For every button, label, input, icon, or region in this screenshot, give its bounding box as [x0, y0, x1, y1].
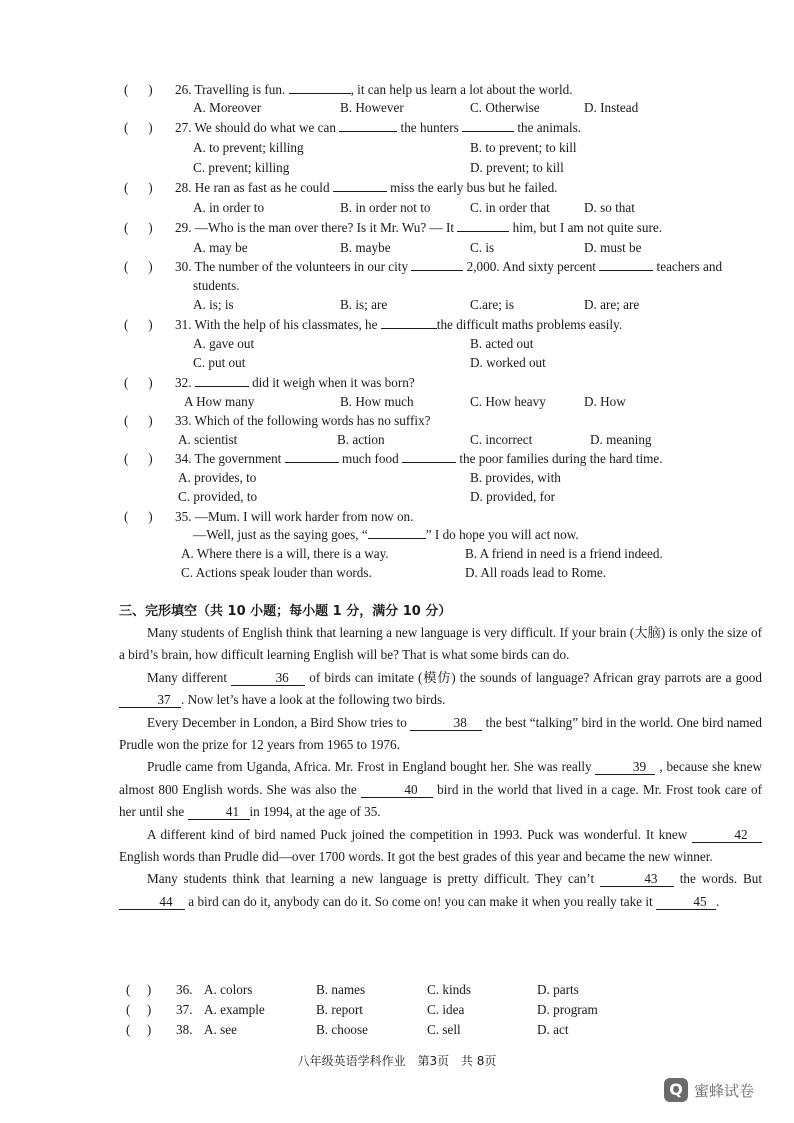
page-footer	[0, 1052, 794, 1069]
watermark	[664, 1078, 754, 1102]
question-27: ( ) 27. We should do what we can the hunters the animals.	[124, 120, 582, 135]
cloze-question-36: ( ) 36. A. colors B. names C. kinds D. parts	[126, 982, 579, 997]
passage-paragraph: A different kind of bird named Puck joined the competition in 1993. Puck was wonderful. It knew 42 English words than Prudle did—over 1700 words. It got the best grades of this year and became the new winner.	[119, 824, 762, 869]
watermark-text: 蜜蜂试卷	[694, 1081, 755, 1100]
question-35-line2: —Well, just as the saying goes, “ ” I do hope you will act now.	[193, 527, 579, 542]
options-33: A. scientist B. action C. incorrect D. meaning	[178, 432, 652, 447]
options-34-row2: C. provided, to D. provided, for	[178, 489, 555, 504]
answer-bracket: ( )	[124, 82, 153, 97]
options-35-row2: C. Actions speak louder than words. D. All roads lead to Rome.	[181, 565, 607, 580]
question-32: ( ) 32. did it weigh when it was born?	[124, 375, 415, 390]
footer-page: 第3页	[417, 1054, 450, 1068]
footer-subject: 八年级英语学科作业	[297, 1054, 406, 1068]
section-title: 三、完形填空（共 10 小题；每小题 1 分，满分 10 分）	[119, 604, 452, 619]
cloze-question-37: ( ) 37. A. example B. report C. idea D. program	[126, 1002, 598, 1017]
options-34-row1: A. provides, to B. provides, with	[178, 470, 561, 485]
cloze-question-38: ( ) 38. A. see B. choose C. sell D. act	[126, 1022, 569, 1037]
options-29: A. may be B. maybe C. is D. must be	[193, 240, 642, 255]
options-26: A. Moreover B. However C. Otherwise D. Instead	[193, 100, 639, 115]
question-30-cont: students.	[193, 278, 240, 293]
options-30: A. is; is B. is; are C.are; is D. are; are	[193, 297, 640, 312]
options-31-row1: A. gave out B. acted out	[193, 336, 534, 351]
cloze-passage	[119, 622, 762, 913]
passage-paragraph: Many students of English think that learning a new language is very difficult. If your brain (大脑) is only the size of a bird’s brain, how difficult learning English will be? That is what some birds can do.	[119, 625, 762, 663]
watermark-logo-icon: Q	[664, 1078, 688, 1102]
options-31-row2: C. put out D. worked out	[193, 355, 546, 370]
footer-total: 共 8页	[460, 1054, 497, 1068]
passage-paragraph: Many different 36 of birds can imitate (模仿) the sounds of language? African gray parrots are a good 37 . Now let’s have a look at the following two birds.	[119, 667, 762, 712]
question-29: ( ) 29. —Who is the man over there? Is it Mr. Wu? — It him, but I am not quite sure.	[124, 220, 663, 235]
question-34: ( ) 34. The government much food the poor families during the hard time.	[124, 451, 663, 466]
options-32: A How many B. How much C. How heavy D. How	[184, 394, 626, 409]
options-27-row2: C. prevent; killing D. prevent; to kill	[193, 160, 564, 175]
question-31: ( ) 31. With the help of his classmates, he the difficult maths problems easily.	[124, 317, 623, 332]
question-28: ( ) 28. He ran as fast as he could miss the early bus but he failed.	[124, 180, 558, 195]
question-26: ( ) 26. Travelling is fun. , it can help us learn a lot about the world.	[124, 82, 573, 97]
passage-paragraph: Many students think that learning a new language is pretty difficult. They can’t 43 the words. But 44 a bird can do it, anybody can do it. So come on! you can make it when you really take it 45 .	[119, 868, 762, 913]
passage-paragraph: Prudle came from Uganda, Africa. Mr. Frost in England bought her. She was really 39 , because she knew almost 800 English words. She was also the 40 bird in the world that lived in a cage. Mr. Frost took care of her until she 41 in 1994, at the age of 35.	[119, 759, 762, 820]
options-28: A. in order to B. in order not to C. in order that D. so that	[193, 200, 635, 215]
options-27-row1: A. to prevent; killing B. to prevent; to kill	[193, 140, 577, 155]
question-35: ( ) 35. —Mum. I will work harder from now on.	[124, 509, 414, 524]
passage-paragraph: Every December in London, a Bird Show tries to 38 the best “talking” bird in the world. One bird named Prudle won the prize for 12 years from 1965 to 1976.	[119, 714, 762, 753]
question-33: ( ) 33. Which of the following words has no suffix?	[124, 413, 431, 428]
options-35-row1: A. Where there is a will, there is a way. B. A friend in need is a friend indeed.	[181, 546, 663, 561]
question-30: ( ) 30. The number of the volunteers in our city 2,000. And sixty percent teachers and	[124, 259, 723, 274]
